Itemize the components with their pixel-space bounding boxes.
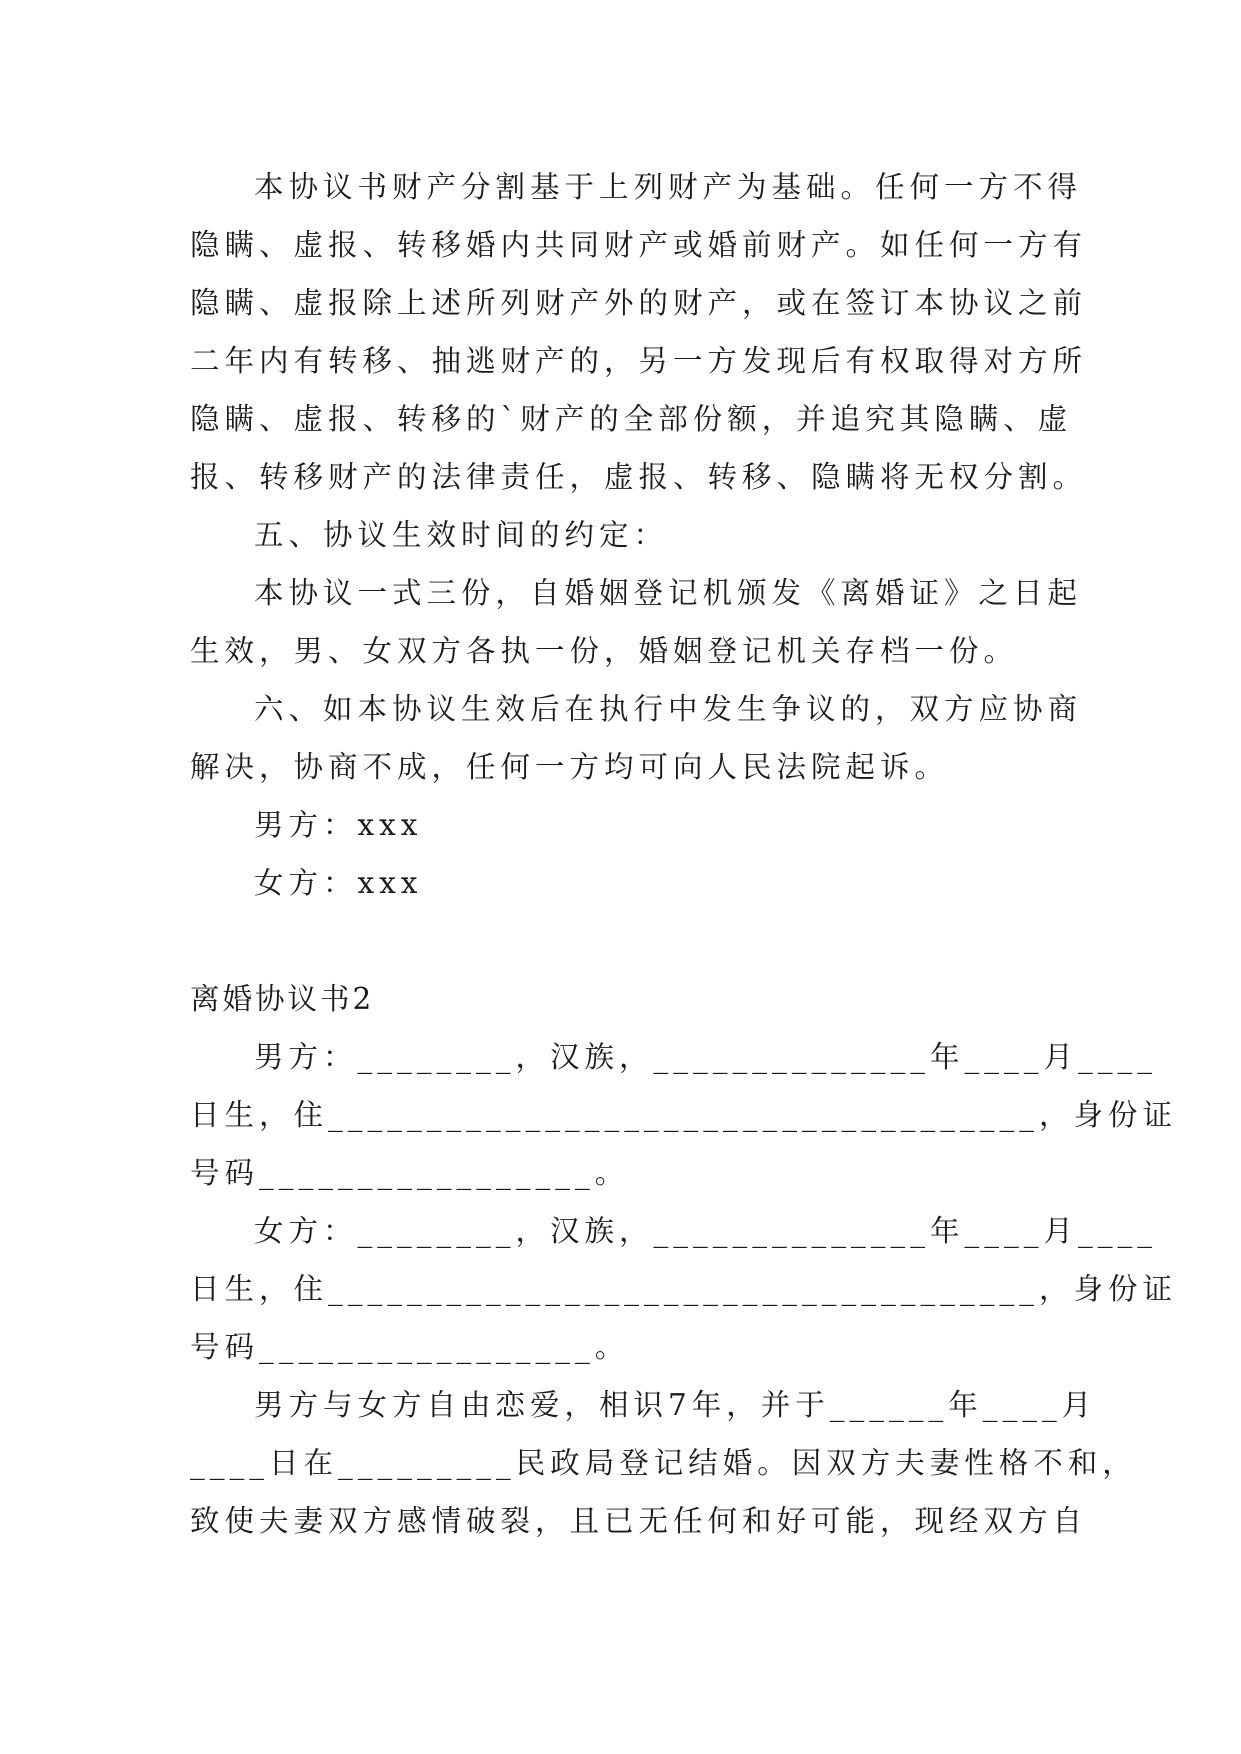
paragraph-line: 男方与女方自由恋爱，相识7年，并于______年____月 bbox=[254, 1388, 1097, 1422]
male-info-line: 号码_________________。 bbox=[190, 1156, 630, 1190]
paragraph-line: ____日在_________民政局登记结婚。因双方夫妻性格不和， bbox=[190, 1446, 1137, 1480]
paragraph-line: 隐瞒、虚报除上述所列财产外的财产，或在签订本协议之前 bbox=[190, 286, 1088, 320]
paragraph-line: 本协议书财产分割基于上列财产为基础。任何一方不得 bbox=[254, 170, 1083, 204]
paragraph-line: 生效，男、女双方各执一份，婚姻登记机关存档一份。 bbox=[190, 634, 1019, 668]
female-info-line: 号码_________________。 bbox=[190, 1330, 630, 1364]
blank-gap bbox=[190, 912, 1060, 970]
female-info-line: 日生，住____________________________________，身份证 bbox=[190, 1272, 1178, 1306]
paragraph-line: 报、转移财产的法律责任，虚报、转移、隐瞒将无权分割。 bbox=[190, 460, 1088, 494]
document-page bbox=[190, 158, 1178, 1550]
female-info-line: 女方：________，汉族，______________年____月____ bbox=[254, 1214, 1158, 1248]
male-info-line: 日生，住____________________________________，身份证 bbox=[190, 1098, 1178, 1132]
paragraph-line: 隐瞒、虚报、转移婚内共同财产或婚前财产。如任何一方有 bbox=[190, 228, 1088, 262]
signature-female: 女方：xxx bbox=[254, 866, 423, 900]
section-heading: 五、协议生效时间的约定： bbox=[254, 518, 669, 552]
paragraph-line: 解决，协商不成，任何一方均可向人民法院起诉。 bbox=[190, 750, 950, 784]
paragraph-line: 隐瞒、虚报、转移的`财产的全部份额，并追究其隐瞒、虚 bbox=[190, 402, 1073, 436]
document-title: 离婚协议书2 bbox=[190, 982, 375, 1016]
paragraph-line: 六、如本协议生效后在执行中发生争议的，双方应协商 bbox=[254, 692, 1083, 726]
paragraph-line: 二年内有转移、抽逃财产的，另一方发现后有权取得对方所 bbox=[190, 344, 1088, 378]
paragraph-line: 致使夫妻双方感情破裂，且已无任何和好可能，现经双方自 bbox=[190, 1504, 1088, 1538]
male-info-line: 男方：________，汉族，______________年____月____ bbox=[254, 1040, 1158, 1074]
paragraph-line: 本协议一式三份，自婚姻登记机颁发《离婚证》之日起 bbox=[254, 576, 1083, 610]
signature-male: 男方：xxx bbox=[254, 808, 423, 842]
